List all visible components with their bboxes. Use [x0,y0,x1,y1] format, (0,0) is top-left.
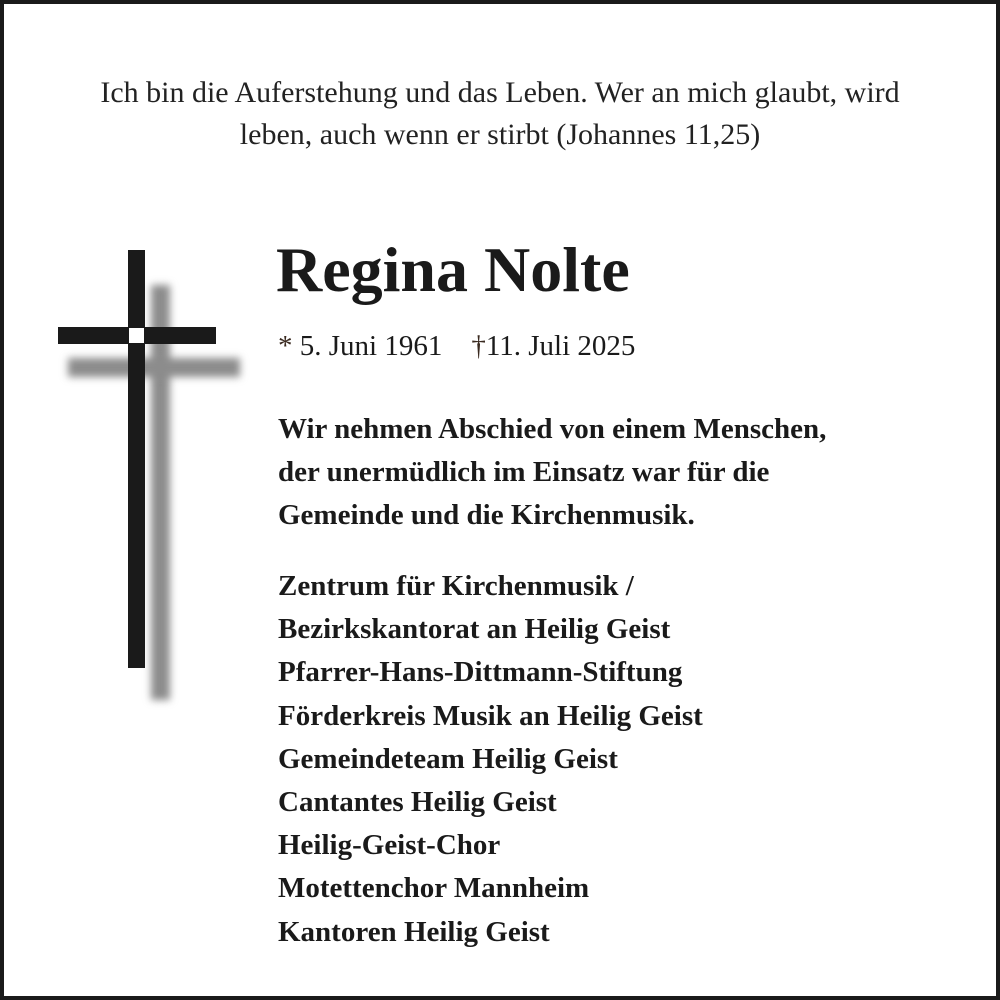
birth-date: 5. Juni 1961 [299,330,443,362]
mourner: Motettenchor Mannheim [278,872,590,905]
quote-line: Ich bin die Auferstehung und das Leben. Wer an mich glaubt, wird [100,76,900,109]
mourner: Förderkreis Musik an Heilig Geist [278,699,703,732]
mourner: Heilig-Geist-Chor [278,829,501,862]
cross-shadow-vertical [151,285,170,700]
message-line: der unermüdlich im Einsatz war für die [278,456,770,488]
mourner: Bezirkskantorat an Heilig Geist [278,613,671,646]
quote-line: leben, auch wenn er stirbt (Johannes 11,25) [239,118,761,151]
cross-vertical-bar [128,250,145,668]
farewell-message [278,408,826,537]
mourner: Pfarrer-Hans-Dittmann-Stiftung [278,656,683,689]
mourners-list [278,565,703,954]
cross-icon [0,0,260,720]
birth-star-icon: * [278,330,293,362]
death-cross-icon: † [471,330,486,362]
mourner: Cantantes Heilig Geist [278,786,557,819]
life-dates [278,326,635,366]
mourner: Zentrum für Kirchenmusik / [278,570,634,602]
mourner: Kantoren Heilig Geist [278,915,550,948]
death-date: 11. Juli 2025 [485,330,636,362]
message-line: Gemeinde und die Kirchenmusik. [278,499,695,531]
message-line: Wir nehmen Abschied von einem Menschen, [278,413,827,445]
deceased-name: Regina Nolte [276,234,630,305]
cross-shadow-horizontal [68,358,240,377]
mourner: Gemeindeteam Heilig Geist [278,742,618,775]
cross-center-square [129,328,144,343]
